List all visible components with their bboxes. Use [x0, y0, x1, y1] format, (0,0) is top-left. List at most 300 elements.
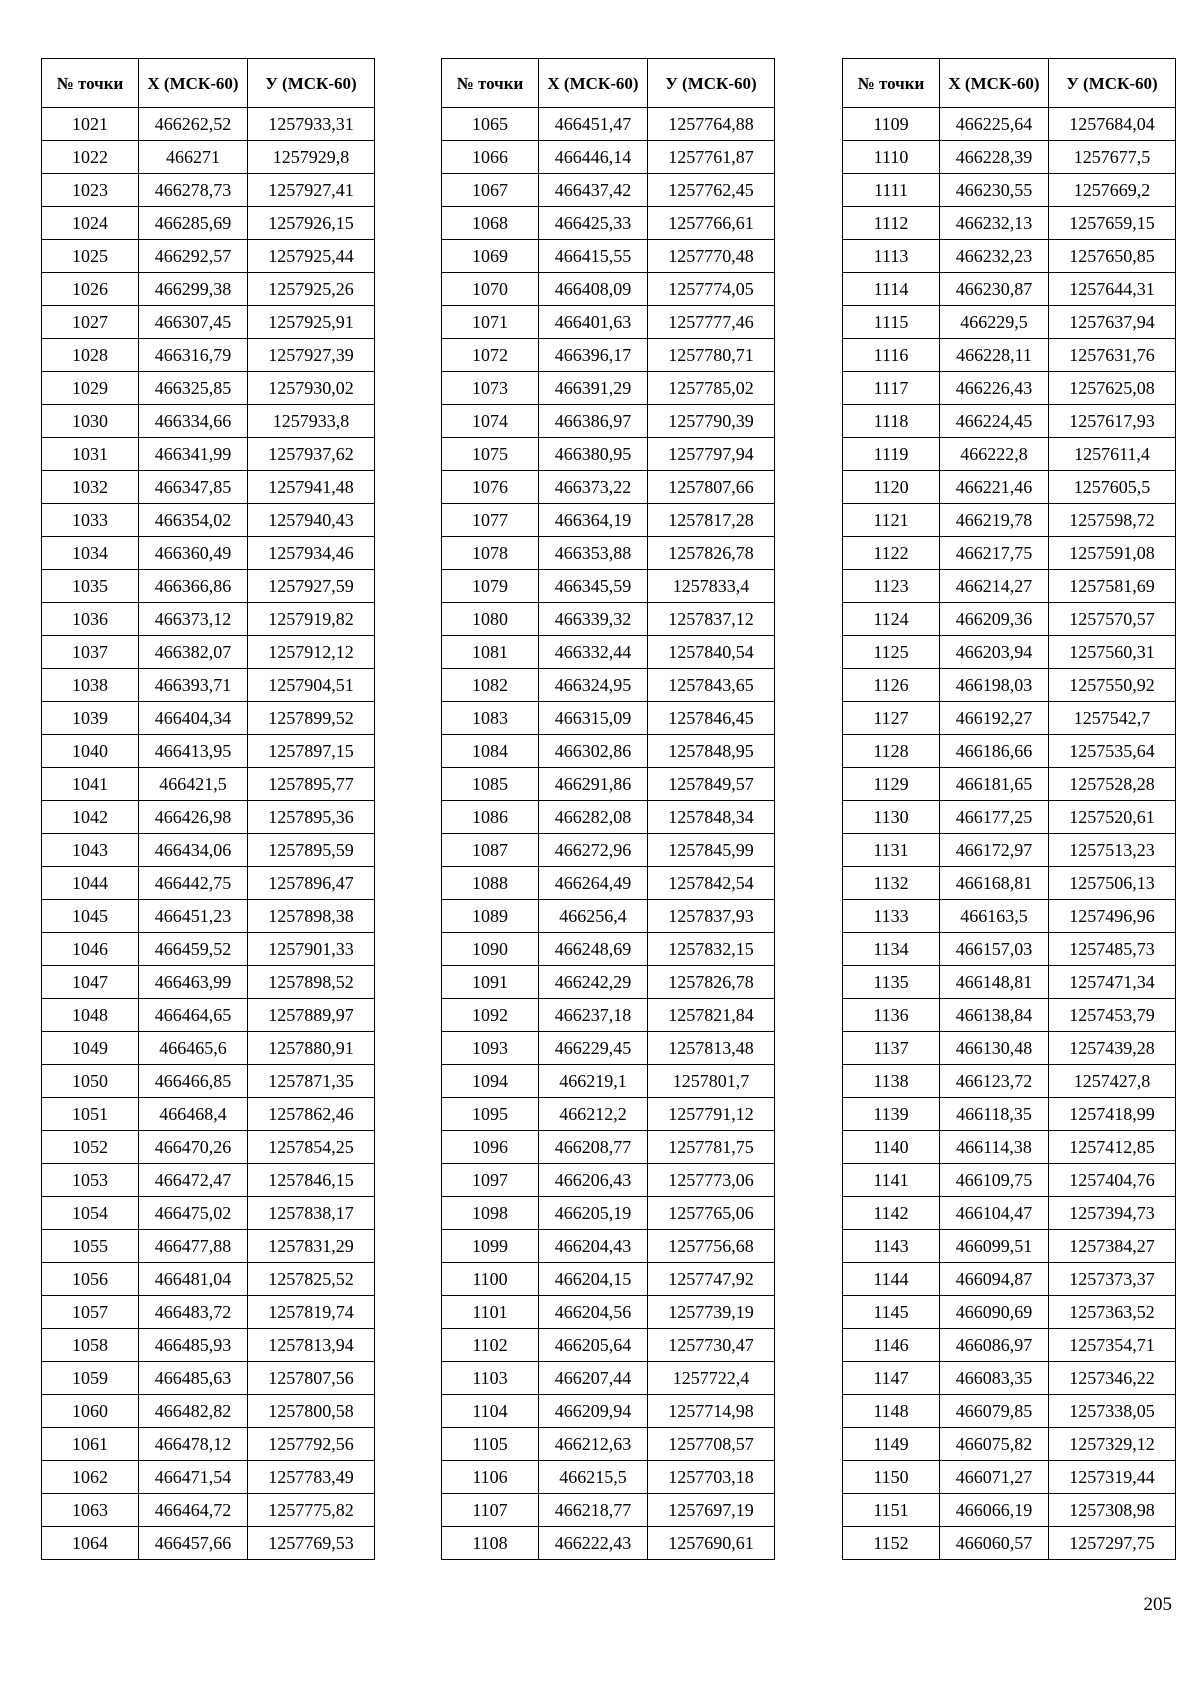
x-coordinate-cell: 466334,66 [139, 405, 248, 438]
y-coordinate-cell: 1257800,58 [248, 1395, 375, 1428]
point-number-header: № точки [442, 59, 539, 108]
y-coordinate-cell: 1257617,93 [1049, 405, 1176, 438]
x-coordinate-cell: 466256,4 [539, 900, 648, 933]
y-coordinate-cell: 1257765,06 [648, 1197, 775, 1230]
x-coordinate-cell: 466205,19 [539, 1197, 648, 1230]
y-coordinate-cell: 1257825,52 [248, 1263, 375, 1296]
point-number-cell: 1045 [42, 900, 139, 933]
point-number-cell: 1071 [442, 306, 539, 339]
table-row [843, 867, 1176, 900]
y-coordinate-cell: 1257817,28 [648, 504, 775, 537]
y-coordinate-cell: 1257319,44 [1049, 1461, 1176, 1494]
x-coordinate-cell: 466262,52 [139, 108, 248, 141]
y-coordinate-cell: 1257837,12 [648, 603, 775, 636]
table-row [42, 1164, 375, 1197]
x-coordinate-cell: 466198,03 [940, 669, 1049, 702]
table-row [843, 339, 1176, 372]
point-number-cell: 1082 [442, 669, 539, 702]
coordinates-table-3 [842, 58, 1176, 1560]
x-coordinate-cell: 466413,95 [139, 735, 248, 768]
table-row [442, 966, 775, 999]
y-coordinate-cell: 1257895,59 [248, 834, 375, 867]
x-coordinate-cell: 466229,45 [539, 1032, 648, 1065]
table-row [42, 801, 375, 834]
point-number-cell: 1152 [843, 1527, 940, 1560]
y-coordinate-cell: 1257766,61 [648, 207, 775, 240]
table-row [42, 603, 375, 636]
table-row [42, 1296, 375, 1329]
y-coordinate-cell: 1257831,29 [248, 1230, 375, 1263]
y-coordinate-cell: 1257605,5 [1049, 471, 1176, 504]
y-coordinate-cell: 1257898,38 [248, 900, 375, 933]
point-number-cell: 1073 [442, 372, 539, 405]
point-number-cell: 1038 [42, 669, 139, 702]
y-coordinate-cell: 1257363,52 [1049, 1296, 1176, 1329]
table-row [843, 669, 1176, 702]
table-row [843, 1065, 1176, 1098]
table-row [843, 1263, 1176, 1296]
x-coordinate-cell: 466360,49 [139, 537, 248, 570]
y-coordinate-cell: 1257930,02 [248, 372, 375, 405]
x-coordinate-cell: 466071,27 [940, 1461, 1049, 1494]
point-number-cell: 1151 [843, 1494, 940, 1527]
x-coordinate-cell: 466138,84 [940, 999, 1049, 1032]
x-coordinate-cell: 466373,22 [539, 471, 648, 504]
point-number-cell: 1093 [442, 1032, 539, 1065]
x-coordinate-cell: 466373,12 [139, 603, 248, 636]
point-number-cell: 1024 [42, 207, 139, 240]
point-number-cell: 1126 [843, 669, 940, 702]
table-row [442, 504, 775, 537]
table-header-row [442, 59, 775, 108]
point-number-cell: 1125 [843, 636, 940, 669]
x-coordinate-cell: 466408,09 [539, 273, 648, 306]
y-coordinate-cell: 1257845,99 [648, 834, 775, 867]
point-number-header: № точки [42, 59, 139, 108]
x-coordinate-cell: 466347,85 [139, 471, 248, 504]
y-coordinate-cell: 1257373,37 [1049, 1263, 1176, 1296]
y-coordinate-header: У (МСК-60) [648, 59, 775, 108]
x-coordinate-cell: 466386,97 [539, 405, 648, 438]
point-number-cell: 1149 [843, 1428, 940, 1461]
x-coordinate-cell: 466177,25 [940, 801, 1049, 834]
x-coordinate-cell: 466172,97 [940, 834, 1049, 867]
table-row [42, 1131, 375, 1164]
table-row [42, 1098, 375, 1131]
table-row [442, 207, 775, 240]
table-row [42, 1461, 375, 1494]
table-row [843, 1461, 1176, 1494]
point-number-cell: 1104 [442, 1395, 539, 1428]
x-coordinate-cell: 466204,43 [539, 1230, 648, 1263]
point-number-cell: 1047 [42, 966, 139, 999]
point-number-cell: 1087 [442, 834, 539, 867]
point-number-cell: 1132 [843, 867, 940, 900]
y-coordinate-cell: 1257929,8 [248, 141, 375, 174]
table-row [42, 669, 375, 702]
table-row [42, 174, 375, 207]
y-coordinate-cell: 1257394,73 [1049, 1197, 1176, 1230]
x-coordinate-cell: 466382,07 [139, 636, 248, 669]
x-coordinate-cell: 466404,34 [139, 702, 248, 735]
x-coordinate-cell: 466434,06 [139, 834, 248, 867]
y-coordinate-cell: 1257895,77 [248, 768, 375, 801]
y-coordinate-cell: 1257690,61 [648, 1527, 775, 1560]
coordinates-table-1 [41, 58, 375, 1560]
table-row [42, 108, 375, 141]
x-coordinate-cell: 466212,63 [539, 1428, 648, 1461]
point-number-cell: 1080 [442, 603, 539, 636]
point-number-cell: 1035 [42, 570, 139, 603]
x-coordinate-cell: 466168,81 [940, 867, 1049, 900]
point-number-cell: 1028 [42, 339, 139, 372]
table-row [42, 735, 375, 768]
table-row [442, 1395, 775, 1428]
y-coordinate-cell: 1257708,57 [648, 1428, 775, 1461]
x-coordinate-cell: 466421,5 [139, 768, 248, 801]
x-coordinate-cell: 466464,72 [139, 1494, 248, 1527]
point-number-cell: 1141 [843, 1164, 940, 1197]
y-coordinate-cell: 1257644,31 [1049, 273, 1176, 306]
y-coordinate-cell: 1257297,75 [1049, 1527, 1176, 1560]
x-coordinate-cell: 466226,43 [940, 372, 1049, 405]
x-coordinate-cell: 466230,87 [940, 273, 1049, 306]
point-number-cell: 1025 [42, 240, 139, 273]
point-number-cell: 1030 [42, 405, 139, 438]
x-coordinate-cell: 466465,6 [139, 1032, 248, 1065]
x-coordinate-cell: 466299,38 [139, 273, 248, 306]
y-coordinate-cell: 1257912,12 [248, 636, 375, 669]
table-row [843, 438, 1176, 471]
y-coordinate-cell: 1257773,06 [648, 1164, 775, 1197]
point-number-cell: 1040 [42, 735, 139, 768]
x-coordinate-cell: 466109,75 [940, 1164, 1049, 1197]
point-number-cell: 1092 [442, 999, 539, 1032]
y-coordinate-cell: 1257940,43 [248, 504, 375, 537]
point-number-cell: 1102 [442, 1329, 539, 1362]
y-coordinate-cell: 1257659,15 [1049, 207, 1176, 240]
point-number-cell: 1091 [442, 966, 539, 999]
x-coordinate-cell: 466401,63 [539, 306, 648, 339]
table-row [442, 1263, 775, 1296]
table-row [843, 240, 1176, 273]
x-coordinate-cell: 466272,96 [539, 834, 648, 867]
table-row [442, 834, 775, 867]
y-coordinate-cell: 1257747,92 [648, 1263, 775, 1296]
table-row [442, 1098, 775, 1131]
point-number-cell: 1029 [42, 372, 139, 405]
y-coordinate-cell: 1257919,82 [248, 603, 375, 636]
table-row [42, 834, 375, 867]
table-row [843, 834, 1176, 867]
y-coordinate-cell: 1257925,44 [248, 240, 375, 273]
y-coordinate-cell: 1257581,69 [1049, 570, 1176, 603]
table-row [42, 867, 375, 900]
point-number-cell: 1036 [42, 603, 139, 636]
point-number-cell: 1066 [442, 141, 539, 174]
point-number-cell: 1063 [42, 1494, 139, 1527]
point-number-cell: 1098 [442, 1197, 539, 1230]
table-row [42, 207, 375, 240]
table-row [843, 1131, 1176, 1164]
table-row [42, 933, 375, 966]
table-row [442, 801, 775, 834]
table-header-row [843, 59, 1176, 108]
point-number-cell: 1095 [442, 1098, 539, 1131]
table-row [42, 1527, 375, 1560]
y-coordinate-cell: 1257669,2 [1049, 174, 1176, 207]
table-row [442, 1527, 775, 1560]
x-coordinate-cell: 466332,44 [539, 636, 648, 669]
table-row [843, 702, 1176, 735]
table-row [42, 1230, 375, 1263]
x-coordinate-cell: 466130,48 [940, 1032, 1049, 1065]
point-number-cell: 1122 [843, 537, 940, 570]
x-coordinate-cell: 466248,69 [539, 933, 648, 966]
y-coordinate-cell: 1257611,4 [1049, 438, 1176, 471]
point-number-cell: 1108 [442, 1527, 539, 1560]
x-coordinate-cell: 466468,4 [139, 1098, 248, 1131]
table-row [843, 603, 1176, 636]
point-number-cell: 1119 [843, 438, 940, 471]
point-number-cell: 1101 [442, 1296, 539, 1329]
point-number-cell: 1110 [843, 141, 940, 174]
point-number-cell: 1143 [843, 1230, 940, 1263]
table-row [42, 999, 375, 1032]
point-number-cell: 1031 [42, 438, 139, 471]
page-number: 205 [1143, 1594, 1172, 1615]
point-number-cell: 1059 [42, 1362, 139, 1395]
y-coordinate-cell: 1257625,08 [1049, 372, 1176, 405]
x-coordinate-cell: 466209,94 [539, 1395, 648, 1428]
table-row [442, 669, 775, 702]
point-number-cell: 1042 [42, 801, 139, 834]
y-coordinate-cell: 1257338,05 [1049, 1395, 1176, 1428]
point-number-cell: 1060 [42, 1395, 139, 1428]
x-coordinate-cell: 466292,57 [139, 240, 248, 273]
y-coordinate-cell: 1257927,59 [248, 570, 375, 603]
x-coordinate-cell: 466451,23 [139, 900, 248, 933]
x-coordinate-cell: 466204,56 [539, 1296, 648, 1329]
point-number-cell: 1117 [843, 372, 940, 405]
table-row [42, 405, 375, 438]
x-coordinate-cell: 466094,87 [940, 1263, 1049, 1296]
y-coordinate-cell: 1257813,94 [248, 1329, 375, 1362]
x-coordinate-cell: 466366,86 [139, 570, 248, 603]
point-number-cell: 1039 [42, 702, 139, 735]
point-number-cell: 1062 [42, 1461, 139, 1494]
x-coordinate-header: Х (МСК-60) [940, 59, 1049, 108]
x-coordinate-cell: 466482,82 [139, 1395, 248, 1428]
y-coordinate-cell: 1257739,19 [648, 1296, 775, 1329]
point-number-cell: 1147 [843, 1362, 940, 1395]
y-coordinate-cell: 1257591,08 [1049, 537, 1176, 570]
table-row [442, 471, 775, 504]
x-coordinate-cell: 466307,45 [139, 306, 248, 339]
table-row [442, 108, 775, 141]
table-row [442, 306, 775, 339]
point-number-cell: 1052 [42, 1131, 139, 1164]
y-coordinate-cell: 1257926,15 [248, 207, 375, 240]
x-coordinate-cell: 466232,23 [940, 240, 1049, 273]
y-coordinate-cell: 1257840,54 [648, 636, 775, 669]
y-coordinate-cell: 1257797,94 [648, 438, 775, 471]
point-number-cell: 1148 [843, 1395, 940, 1428]
x-coordinate-cell: 466222,43 [539, 1527, 648, 1560]
x-coordinate-cell: 466075,82 [940, 1428, 1049, 1461]
x-coordinate-cell: 466157,03 [940, 933, 1049, 966]
point-number-cell: 1021 [42, 108, 139, 141]
y-coordinate-cell: 1257769,53 [248, 1527, 375, 1560]
x-coordinate-cell: 466291,86 [539, 768, 648, 801]
y-coordinate-cell: 1257790,39 [648, 405, 775, 438]
point-number-cell: 1023 [42, 174, 139, 207]
y-coordinate-cell: 1257697,19 [648, 1494, 775, 1527]
y-coordinate-cell: 1257542,7 [1049, 702, 1176, 735]
table-row [42, 306, 375, 339]
y-coordinate-cell: 1257901,33 [248, 933, 375, 966]
x-coordinate-cell: 466209,36 [940, 603, 1049, 636]
table-row [442, 537, 775, 570]
x-coordinate-cell: 466264,49 [539, 867, 648, 900]
y-coordinate-cell: 1257783,49 [248, 1461, 375, 1494]
point-number-cell: 1146 [843, 1329, 940, 1362]
point-number-cell: 1033 [42, 504, 139, 537]
x-coordinate-cell: 466396,17 [539, 339, 648, 372]
y-coordinate-cell: 1257471,34 [1049, 966, 1176, 999]
x-coordinate-cell: 466228,39 [940, 141, 1049, 174]
y-coordinate-cell: 1257506,13 [1049, 867, 1176, 900]
point-number-cell: 1058 [42, 1329, 139, 1362]
x-coordinate-cell: 466339,32 [539, 603, 648, 636]
y-coordinate-cell: 1257927,39 [248, 339, 375, 372]
table-row [442, 1131, 775, 1164]
table-row [42, 537, 375, 570]
point-number-cell: 1096 [442, 1131, 539, 1164]
x-coordinate-cell: 466206,43 [539, 1164, 648, 1197]
y-coordinate-cell: 1257849,57 [648, 768, 775, 801]
x-coordinate-cell: 466271 [139, 141, 248, 174]
x-coordinate-cell: 466218,77 [539, 1494, 648, 1527]
point-number-cell: 1140 [843, 1131, 940, 1164]
x-coordinate-cell: 466354,02 [139, 504, 248, 537]
y-coordinate-cell: 1257764,88 [648, 108, 775, 141]
x-coordinate-cell: 466464,65 [139, 999, 248, 1032]
y-coordinate-cell: 1257791,12 [648, 1098, 775, 1131]
table-row [442, 702, 775, 735]
point-number-cell: 1083 [442, 702, 539, 735]
x-coordinate-cell: 466079,85 [940, 1395, 1049, 1428]
table-row [843, 537, 1176, 570]
table-row [42, 768, 375, 801]
x-coordinate-cell: 466470,26 [139, 1131, 248, 1164]
y-coordinate-cell: 1257453,79 [1049, 999, 1176, 1032]
y-coordinate-cell: 1257846,45 [648, 702, 775, 735]
x-coordinate-cell: 466090,69 [940, 1296, 1049, 1329]
table-row [442, 240, 775, 273]
y-coordinate-cell: 1257427,8 [1049, 1065, 1176, 1098]
point-number-cell: 1081 [442, 636, 539, 669]
x-coordinate-cell: 466192,27 [940, 702, 1049, 735]
point-number-cell: 1072 [442, 339, 539, 372]
y-coordinate-cell: 1257775,82 [248, 1494, 375, 1527]
table-row [843, 636, 1176, 669]
y-coordinate-cell: 1257756,68 [648, 1230, 775, 1263]
x-coordinate-cell: 466214,27 [940, 570, 1049, 603]
x-coordinate-cell: 466278,73 [139, 174, 248, 207]
point-number-cell: 1129 [843, 768, 940, 801]
point-number-cell: 1138 [843, 1065, 940, 1098]
table-row [42, 471, 375, 504]
table-row [843, 768, 1176, 801]
y-coordinate-cell: 1257937,62 [248, 438, 375, 471]
point-number-cell: 1135 [843, 966, 940, 999]
point-number-cell: 1116 [843, 339, 940, 372]
x-coordinate-cell: 466222,8 [940, 438, 1049, 471]
x-coordinate-cell: 466478,12 [139, 1428, 248, 1461]
y-coordinate-cell: 1257770,48 [648, 240, 775, 273]
y-coordinate-cell: 1257848,95 [648, 735, 775, 768]
point-number-cell: 1044 [42, 867, 139, 900]
x-coordinate-cell: 466242,29 [539, 966, 648, 999]
point-number-cell: 1136 [843, 999, 940, 1032]
table-row [843, 900, 1176, 933]
table-row [42, 240, 375, 273]
point-number-cell: 1067 [442, 174, 539, 207]
table-row [442, 900, 775, 933]
table-row [42, 636, 375, 669]
x-coordinate-cell: 466099,51 [940, 1230, 1049, 1263]
y-coordinate-cell: 1257761,87 [648, 141, 775, 174]
y-coordinate-cell: 1257650,85 [1049, 240, 1176, 273]
point-number-cell: 1145 [843, 1296, 940, 1329]
point-number-cell: 1048 [42, 999, 139, 1032]
y-coordinate-cell: 1257329,12 [1049, 1428, 1176, 1461]
table-row [843, 1098, 1176, 1131]
point-number-cell: 1097 [442, 1164, 539, 1197]
x-coordinate-cell: 466341,99 [139, 438, 248, 471]
y-coordinate-cell: 1257404,76 [1049, 1164, 1176, 1197]
point-number-cell: 1150 [843, 1461, 940, 1494]
y-coordinate-cell: 1257871,35 [248, 1065, 375, 1098]
table-row [42, 900, 375, 933]
y-coordinate-cell: 1257832,15 [648, 933, 775, 966]
y-coordinate-cell: 1257781,75 [648, 1131, 775, 1164]
x-coordinate-header: Х (МСК-60) [539, 59, 648, 108]
point-number-header: № точки [843, 59, 940, 108]
point-number-cell: 1086 [442, 801, 539, 834]
point-number-cell: 1089 [442, 900, 539, 933]
y-coordinate-cell: 1257780,71 [648, 339, 775, 372]
x-coordinate-cell: 466237,18 [539, 999, 648, 1032]
point-number-cell: 1078 [442, 537, 539, 570]
point-number-cell: 1027 [42, 306, 139, 339]
table-row [442, 1296, 775, 1329]
y-coordinate-cell: 1257899,52 [248, 702, 375, 735]
y-coordinate-cell: 1257412,85 [1049, 1131, 1176, 1164]
point-number-cell: 1121 [843, 504, 940, 537]
table-row [42, 273, 375, 306]
x-coordinate-cell: 466315,09 [539, 702, 648, 735]
y-coordinate-cell: 1257570,57 [1049, 603, 1176, 636]
y-coordinate-cell: 1257897,15 [248, 735, 375, 768]
point-number-cell: 1054 [42, 1197, 139, 1230]
y-coordinate-cell: 1257384,27 [1049, 1230, 1176, 1263]
table-row [42, 1362, 375, 1395]
y-coordinate-cell: 1257843,65 [648, 669, 775, 702]
x-coordinate-cell: 466324,95 [539, 669, 648, 702]
table-row [843, 1362, 1176, 1395]
